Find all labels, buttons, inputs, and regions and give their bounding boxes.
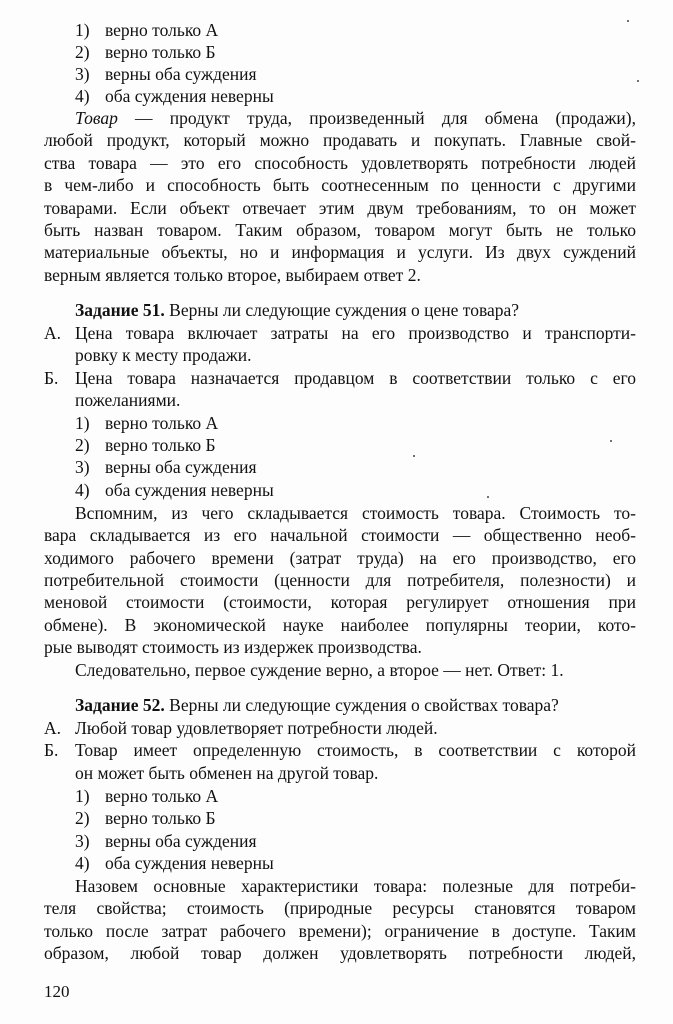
option-text: верны оба суждения <box>105 831 257 851</box>
scan-speck <box>610 440 612 442</box>
option-text: верны оба суждения <box>105 64 257 84</box>
text-line <box>44 241 636 263</box>
line-text: меновой стоимости (стоимости, которая регулирует отношения при <box>44 592 636 612</box>
line-text: Верны ли следующие суждения о свойствах товара? <box>164 695 559 715</box>
option-number: 1) <box>75 786 90 806</box>
option-text: верно только А <box>105 20 219 40</box>
line-text: только после затрат рабочего времени); ограничение в доступе. Таким <box>44 921 636 941</box>
line-text: Следовательно, первое суждение верно, а второе — нет. Ответ: 1. <box>75 660 564 680</box>
option-number: 1) <box>75 413 90 433</box>
line-text: вара складывается из его начальной стоимости — общественно необ- <box>44 525 636 545</box>
line-text: пожеланиями. <box>75 390 181 410</box>
text-line <box>44 591 636 613</box>
text-line <box>75 502 636 524</box>
option-text: оба суждения неверны <box>105 86 274 106</box>
item-text: Любой товар удовлетворяет потребности людей. <box>75 718 438 738</box>
item-label: Б. <box>44 740 59 760</box>
line-text: рые выводят стоимость из издержек производства. <box>44 637 422 657</box>
scan-speck <box>627 20 629 22</box>
item-text: Цена товара назначается продавцом в соответствии только с его <box>75 368 636 388</box>
option-number: 1) <box>75 20 90 40</box>
text-line <box>44 524 636 546</box>
text-line <box>75 875 636 897</box>
text-line <box>75 299 519 321</box>
text-line <box>75 694 559 716</box>
option-number: 4) <box>75 480 90 500</box>
option-text: верно только А <box>105 413 219 433</box>
text-line <box>44 920 636 942</box>
text-line <box>75 344 251 366</box>
line-text: быть назван товаром. Таким образом, товаром могут быть не только <box>44 220 636 240</box>
line-text: теля свойства; стоимость (природные ресурсы становятся товаром <box>44 898 636 918</box>
text-line <box>44 614 636 636</box>
line-text: образом, любой товар должен удовлетворять потребности людей, <box>44 943 636 963</box>
item-text: Товар имеет определенную стоимость, в соответствии с которой <box>75 740 636 760</box>
line-text: — продукт труда, произведенный для обмена (продажи), <box>117 108 636 128</box>
text-line <box>44 129 636 151</box>
line-text: он может быть обменен на другой товар. <box>75 763 379 783</box>
option-text: верно только Б <box>105 435 216 455</box>
line-text: Вспомним, из чего складывается стоимость товара. Стоимость то- <box>75 503 636 523</box>
text-line <box>75 107 636 129</box>
line-text: любой продукт, который можно продавать и покупать. Главные свой- <box>44 130 636 150</box>
text-line <box>44 174 636 196</box>
text-line <box>44 219 636 241</box>
scan-speck <box>637 80 639 82</box>
text-line <box>44 897 636 919</box>
option-number: 3) <box>75 64 90 84</box>
task-heading: Задание 52. <box>75 695 165 715</box>
scan-speck <box>413 455 415 457</box>
line-text: Назовем основные характеристики товара: полезные для потреби- <box>75 876 636 896</box>
option-number: 4) <box>75 86 90 106</box>
text-line <box>75 659 564 681</box>
text-line <box>44 569 636 591</box>
option-number: 3) <box>75 831 90 851</box>
option-text: оба суждения неверны <box>105 480 274 500</box>
text-line <box>44 942 636 964</box>
text-line <box>44 636 422 658</box>
text-line <box>44 152 636 174</box>
text-line <box>44 547 636 569</box>
scan-speck <box>487 496 489 498</box>
line-text: товарами. Если объект отвечает этим двум требованиям, то он может <box>44 198 636 218</box>
line-text: ства товара — это его способность удовлетворять потребности людей <box>44 153 636 173</box>
term: Товар <box>75 108 118 128</box>
line-text: материальные объекты, но и информация и услуги. Из двух суждений <box>44 242 636 262</box>
option-text: верны оба суждения <box>105 457 257 477</box>
line-text: Верны ли следующие суждения о цене товара? <box>164 300 520 320</box>
line-text: верным является только второе, выбираем ответ 2. <box>44 265 421 285</box>
line-text: ровку к месту продажи. <box>75 345 252 365</box>
line-text: ходимого рабочего времени (затрат труда) на его производство, его <box>44 548 636 568</box>
option-text: оба суждения неверны <box>105 853 274 873</box>
option-number: 4) <box>75 853 90 873</box>
page-number: 120 <box>44 982 70 1001</box>
text-line <box>75 762 378 784</box>
option-number: 2) <box>75 42 90 62</box>
text-line <box>44 197 636 219</box>
option-number: 2) <box>75 435 90 455</box>
item-label: Б. <box>44 368 59 388</box>
item-text: Цена товара включает затраты на его производство и транспорти- <box>75 323 636 343</box>
line-text: потребительной стоимости (ценности для потребителя, полезности) и <box>44 570 636 590</box>
option-text: верно только Б <box>105 42 216 62</box>
item-label: А. <box>44 323 62 343</box>
item-label: А. <box>44 718 62 738</box>
text-line <box>75 389 180 411</box>
line-text: в чем-либо и способность быть соотнесенным по ценности с другими <box>44 175 636 195</box>
option-number: 3) <box>75 457 90 477</box>
option-text: верно только А <box>105 786 219 806</box>
option-number: 2) <box>75 808 90 828</box>
line-text: обмене). В экономической науке наиболее популярны теории, кото- <box>44 615 636 635</box>
text-line <box>44 264 421 286</box>
option-text: верно только Б <box>105 808 216 828</box>
task-heading: Задание 51. <box>75 300 165 320</box>
